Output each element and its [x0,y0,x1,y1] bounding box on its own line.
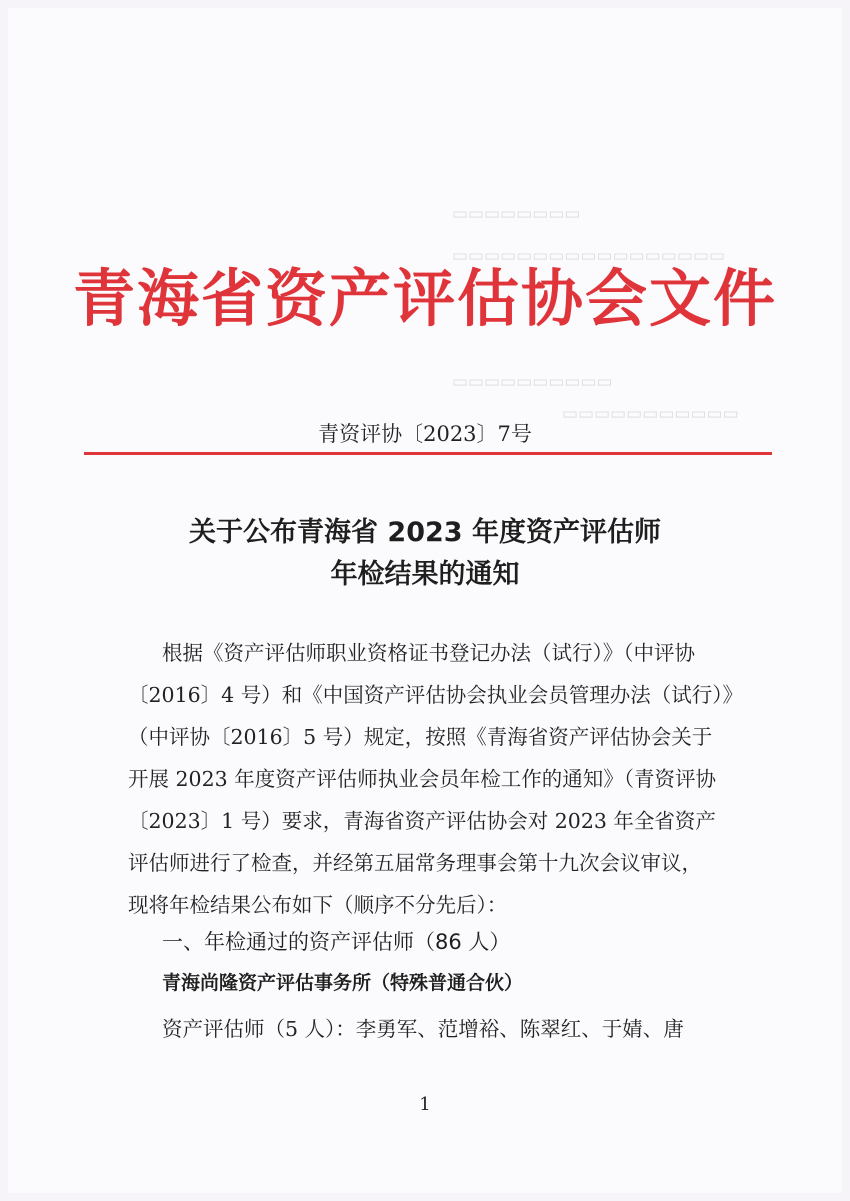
red-divider-line [84,452,772,455]
page-number: 1 [419,1094,431,1115]
notice-title-line-2: 年检结果的通知 [330,559,520,590]
document-number: 青资评协〔2023〕7号 [318,422,532,446]
bleed-through-mark: ▭▭▭▭▭▭▭▭▭▭▭ [562,404,739,424]
bleed-through-mark: ▭▭▭▭▭▭▭▭▭▭ [452,372,613,392]
firm-name: 青海尚隆资产评估事务所（特殊普通合伙） [162,972,524,994]
assessor-list: 资产评估师（5 人）：李勇军、范增裕、陈翠红、于婧、唐 [162,1017,684,1041]
body-line: 评估师进行了检查，并经第五届常务理事会第十九次会议审议， [128,851,702,875]
body-line: 〔2016〕4 号）和《中国资产评估协会执业会员管理办法（试行）》 [128,683,743,707]
bleed-through-mark: ▭▭▭▭▭▭▭▭ [452,204,581,224]
body-line: 开展 2023 年度资产评估师执业会员年检工作的通知》（青资评协 [128,767,716,791]
notice-title-line-1: 关于公布青海省 2023 年度资产评估师 [189,517,661,548]
body-line: 现将年检结果公布如下（顺序不分先后）： [128,893,508,917]
body-line: 〔2023〕1 号）要求，青海省资产评估协会对 2023 年全省资产 [128,809,716,833]
section-heading-passed: 一、年检通过的资产评估师（86 人） [162,930,511,954]
bleed-through-mark: ▭▭▭▭▭▭▭▭▭▭▭▭▭▭▭▭▭ [452,246,726,266]
body-paragraph [128,632,750,926]
letterhead-title: 青海省资产评估协会文件 [72,262,777,335]
body-line: 根据《资产评估师职业资格证书登记办法（试行）》（中评协 [162,641,695,665]
body-line: （中评协〔2016〕5 号）规定，按照《青海省资产评估协会关于 [128,725,713,749]
